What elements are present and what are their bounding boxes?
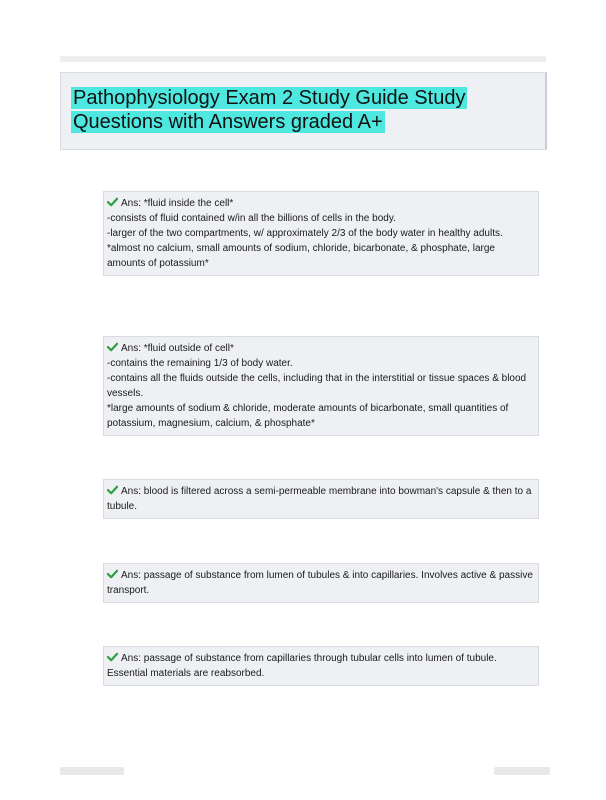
answer-box-5 <box>103 646 539 686</box>
answer-box-4 <box>103 563 539 603</box>
answer-box-2 <box>103 336 539 436</box>
answer-line: Ans: *fluid inside the cell* <box>107 196 534 211</box>
document-title: Pathophysiology Exam 2 Study Guide Study Questions with Answers graded A+ <box>73 87 466 133</box>
checkmark-icon <box>107 197 118 207</box>
answer-line: -larger of the two compartments, w/ approximately 2/3 of the body water in healthy adults. <box>107 228 503 239</box>
footer-page-number <box>494 767 550 775</box>
answer-line: Ans: passage of substance from lumen of tubules & into capillaries. Involves active & passive transport. <box>107 570 536 596</box>
checkmark-icon <box>107 569 118 579</box>
answer-line: -consists of fluid contained w/in all the billions of cells in the body. <box>107 213 396 224</box>
checkmark-icon <box>107 342 118 352</box>
answer-line: *almost no calcium, small amounts of sodium, chloride, bicarbonate, & phosphate, large amounts of potassium* <box>107 243 498 269</box>
answer-line: -contains all the fluids outside the cells, including that in the interstitial or tissue spaces & blood vessels. <box>107 373 529 399</box>
answer-line: -contains the remaining 1/3 of body water. <box>107 358 293 369</box>
footer-site-name <box>60 767 124 775</box>
answer-line: *large amounts of sodium & chloride, moderate amounts of bicarbonate, small quantities of potassium, magnesium, calcium, & phosphate* <box>107 403 512 429</box>
answer-line: Ans: *fluid outside of cell* <box>107 341 534 356</box>
checkmark-icon <box>107 652 118 662</box>
checkmark-icon <box>107 485 118 495</box>
answer-line: Ans: blood is filtered across a semi-permeable membrane into bowman's capsule & then to a tubule. <box>107 486 535 512</box>
answer-line: Ans: passage of substance from capillaries through tubular cells into lumen of tubule. Essential materials are reabsorbed. <box>107 653 500 679</box>
answer-box-1 <box>103 191 539 276</box>
answer-box-3 <box>103 479 539 519</box>
top-rule <box>60 56 546 62</box>
